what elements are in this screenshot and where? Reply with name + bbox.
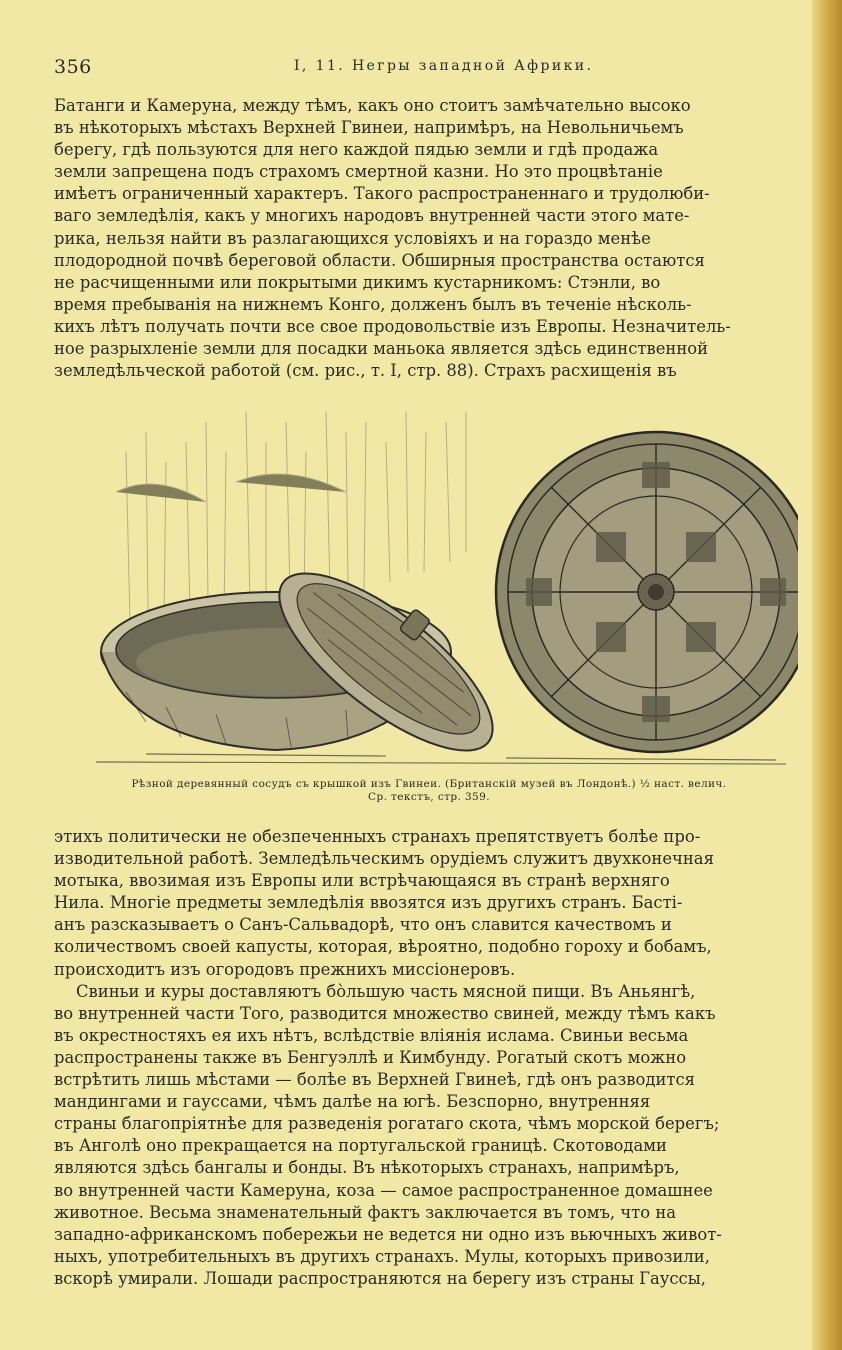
- text-line: ваго земледѣлія, какъ у многихъ народовъ внутренней части этого мате-: [54, 206, 690, 226]
- paragraph-agriculture-tools: [54, 826, 802, 981]
- running-title: I, 11. Негры западной Африки.: [294, 58, 594, 74]
- text-line: берегу, гдѣ пользуются для него каждой пядью земли и гдѣ продажа: [54, 140, 659, 160]
- caption-reference: Ср. текстъ, стр. 359.: [368, 791, 490, 803]
- page-edge-shadow: [812, 0, 842, 1350]
- text-line: плодородной почвѣ береговой области. Обширныя пространства остаются: [54, 250, 705, 270]
- text-line: въ окрестностяхъ ея ихъ нѣтъ, вслѣдствіе вліянія ислама. Свиньи весьма: [54, 1025, 689, 1045]
- text-line: въ Анголѣ оно прекращается на португальской границѣ. Скотоводами: [54, 1136, 667, 1156]
- page-number: 356: [54, 56, 92, 78]
- text-line: являются здѣсь бангалы и бонды. Въ нѣкоторыхъ странахъ, напримѣръ,: [54, 1158, 680, 1178]
- bottom-text: [54, 826, 802, 1290]
- paragraph-livestock: [54, 981, 802, 1290]
- text-line: распространены также въ Бенгуэллѣ и Кимбунду. Рогатый скотъ можно: [54, 1047, 687, 1067]
- text-line: въ нѣкоторыхъ мѣстахъ Верхней Гвинеи, напримѣръ, на Невольничьемъ: [54, 118, 684, 138]
- text-line: кихъ лѣтъ получать почти все свое продовольствіе изъ Европы. Незначитель-: [54, 316, 731, 336]
- top-paragraph: [54, 95, 802, 382]
- text-line: западно-африканскомъ побережьи не ведется ни одно изъ вьючныхъ живот-: [54, 1224, 722, 1244]
- text-line: происходитъ изъ огородовъ прежнихъ миссіонеровъ.: [54, 959, 516, 979]
- text-line: время пребыванія на нижнемъ Конго, долженъ былъ въ теченіе нѣсколь-: [54, 294, 692, 314]
- text-line: мотыка, ввозимая изъ Европы или встрѣчающаяся въ странѣ верхняго: [54, 871, 670, 891]
- text-line: Свиньи и куры доставляютъ бо̀льшую часть мясной пищи. Въ Аньянгѣ,: [76, 981, 696, 1001]
- text-line: встрѣтить лишь мѣстами — болѣе въ Верхней Гвинеѣ, гдѣ онъ разводится: [54, 1070, 695, 1090]
- text-line: Нила. Многіе предметы земледѣлія ввозятся изъ другихъ странъ. Басті-: [54, 893, 683, 913]
- text-line: количествомъ своей капусты, которая, вѣроятно, подобно гороху и бобамъ,: [54, 937, 712, 957]
- carved-vessel-illustration: [86, 392, 798, 776]
- text-line: земледѣльческой работой (см. рис., т. I, стр. 88). Страхъ расхищенія въ: [54, 361, 677, 381]
- text-line: во внутренней части Того, разводится множество свиней, между тѣмъ какъ: [54, 1003, 716, 1023]
- caption-line: Рѣзной деревянный сосудъ съ крышкой изъ Гвинеи. (Британскій музей въ Лондонѣ.) ½ наст. велич.: [131, 778, 727, 790]
- text-line: вскорѣ умирали. Лошади распространяются на берегу изъ страны Гауссы,: [54, 1268, 706, 1288]
- text-line: имѣетъ ограниченный характеръ. Такого распространеннаго и трудолюби-: [54, 184, 710, 204]
- text-line: ное разрыхленіе земли для посадки маньока является здѣсь единственной: [54, 339, 709, 359]
- text-line: Батанги и Камеруна, между тѣмъ, какъ оно стоитъ замѣчательно высоко: [54, 96, 691, 115]
- text-line: мандингами и гауссами, чѣмъ далѣе на югѣ. Безспорно, внутренняя: [54, 1092, 651, 1112]
- text-line: ныхъ, употребительныхъ въ другихъ странахъ. Мулы, которыхъ привозили,: [54, 1246, 710, 1266]
- text-line: рика, нельзя найти въ разлагающихся условіяхъ и на гораздо менѣе: [54, 228, 651, 248]
- text-line: анъ разсказываетъ о Санъ-Сальвадорѣ, что онъ славится качествомъ и: [54, 915, 672, 935]
- text-line: не расчищенными или покрытыми дикимъ кустарникомъ: Стэнли, во: [54, 272, 661, 292]
- text-line: во внутренней части Камеруна, коза — самое распространенное домашнее: [54, 1180, 713, 1200]
- text-line: страны благопріятнѣе для разведенія рогатаго скота, чѣмъ морской берегъ;: [54, 1114, 720, 1134]
- figure-caption: [54, 778, 804, 804]
- text-line: изводительной работѣ. Земледѣльческимъ орудіемъ служитъ двухконечная: [54, 849, 714, 869]
- text-line: этихъ политически не обезпеченныхъ странахъ препятствуетъ болѣе про-: [54, 827, 701, 846]
- text-line: земли запрещена подъ страхомъ смертной казни. Но это процвѣтаніе: [54, 162, 663, 182]
- text-line: животное. Весьма знаменательный фактъ заключается въ томъ, что на: [54, 1202, 677, 1222]
- page-header: [54, 56, 794, 86]
